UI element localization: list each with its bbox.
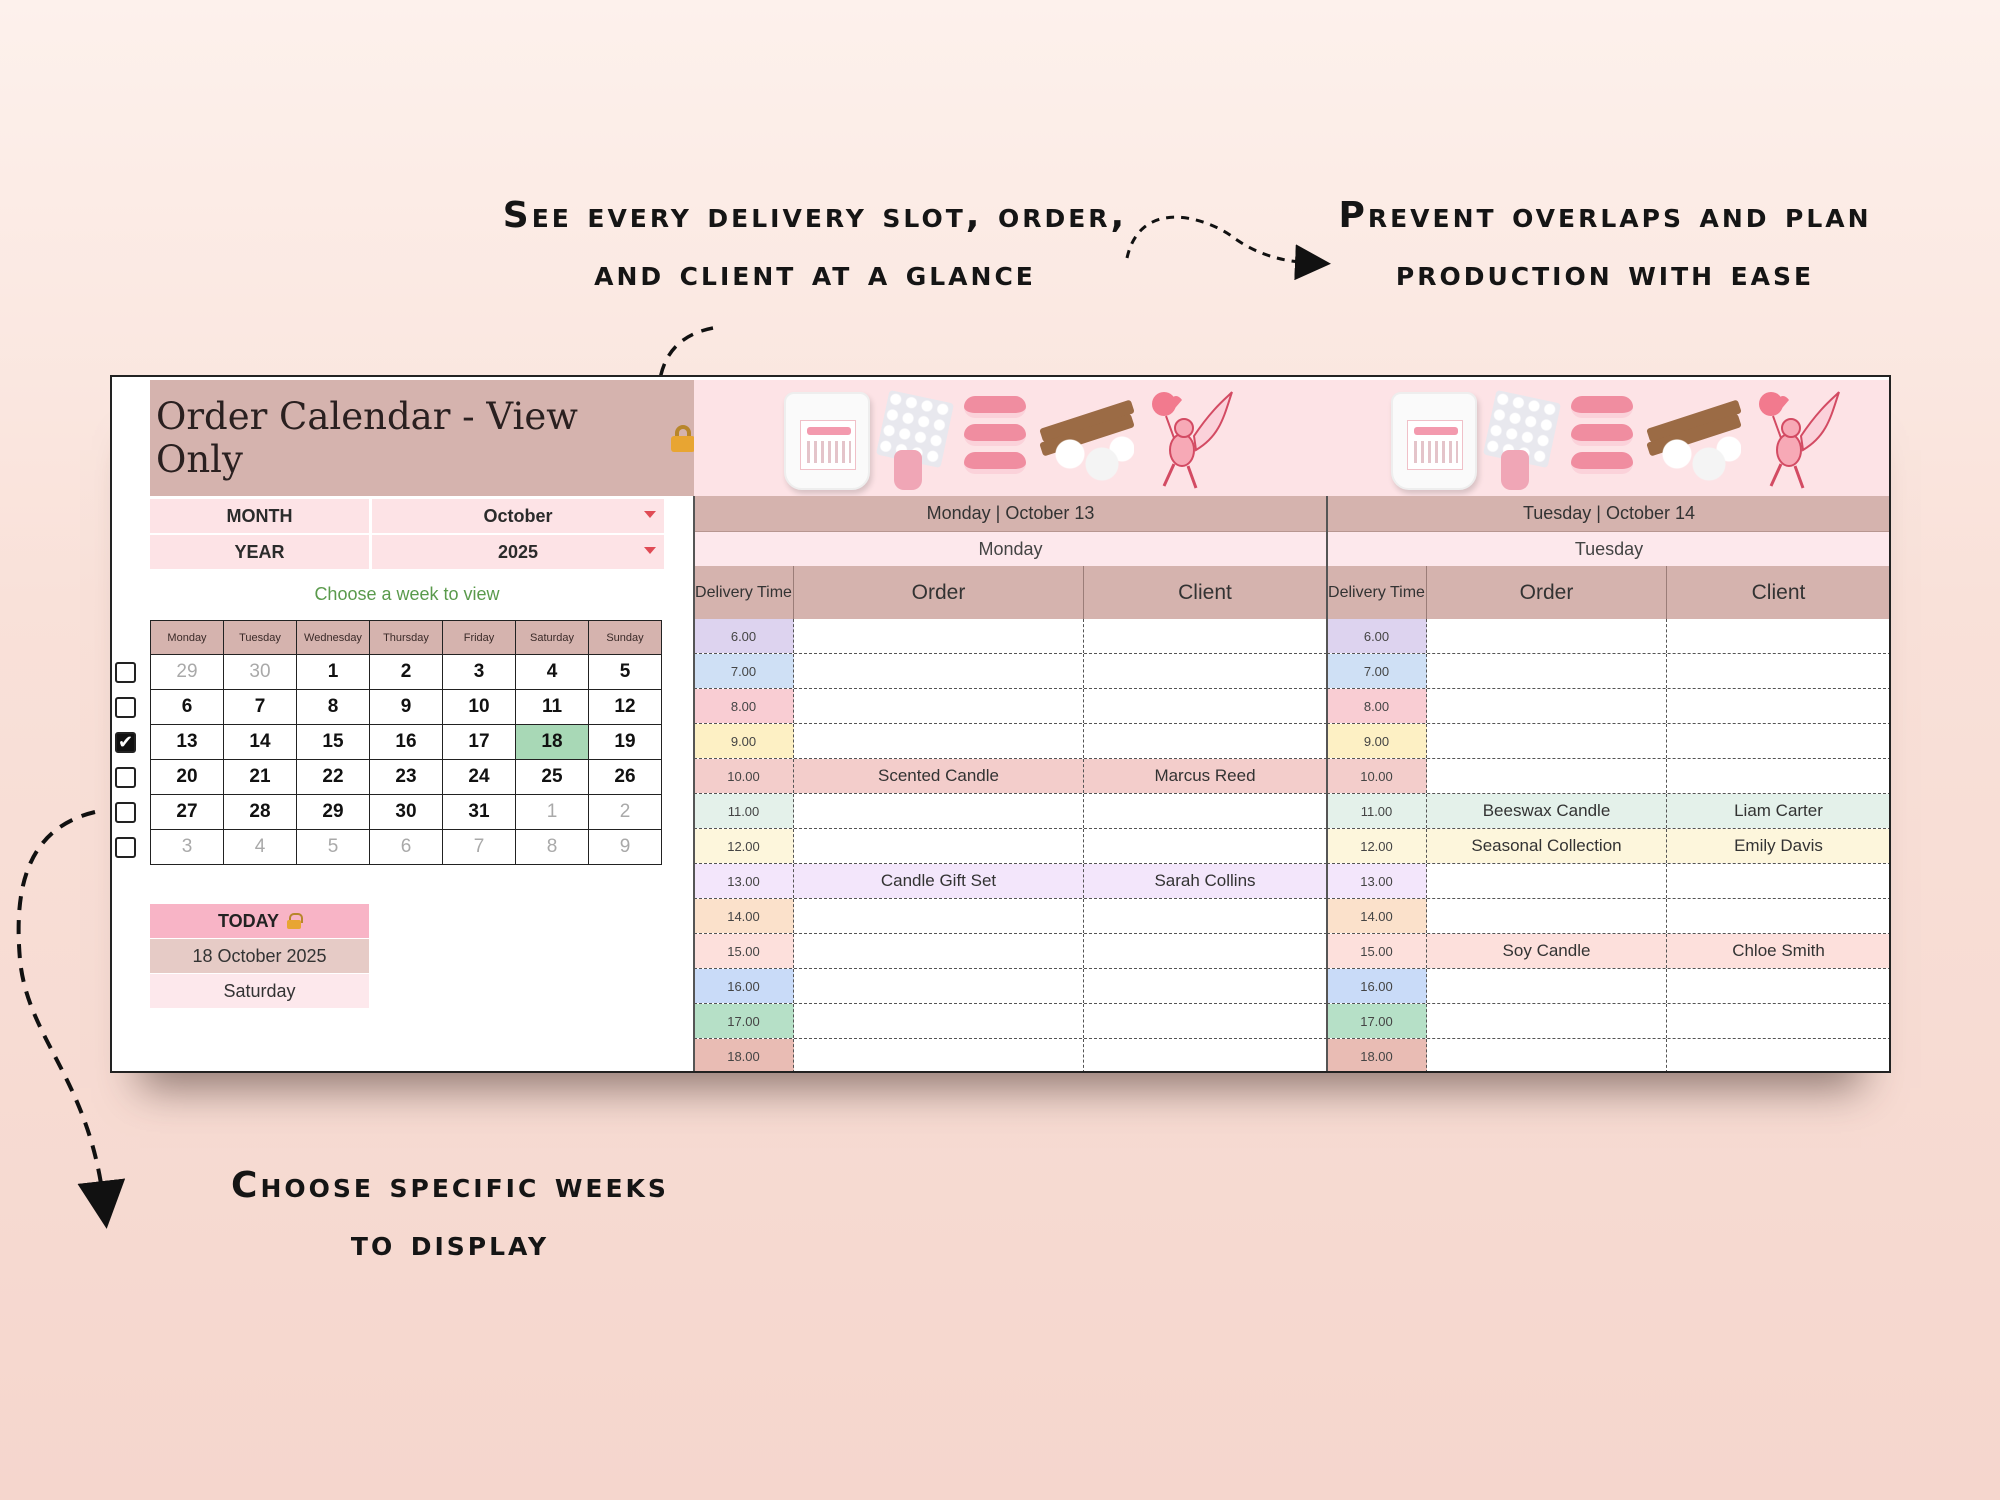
client-cell[interactable] [1084,654,1327,688]
perfume-bottle-image [1501,450,1529,490]
calendar-day: 24 [443,760,516,795]
weekday-header: Monday [151,621,224,655]
delivery-time-cell: 18.00 [694,1039,794,1073]
column-headers [694,566,1327,619]
delivery-time-cell: 15.00 [694,934,794,968]
weekday-header: Tuesday [224,621,297,655]
time-slot-row [694,794,1327,829]
calendar-day: 22 [297,760,370,795]
caption-delivery-slots [470,187,1160,303]
today-header [150,904,369,938]
day-weekday: Monday [694,532,1327,566]
calendar-day: 1 [297,655,370,690]
day-header: Tuesday | October 14 [1327,496,1891,532]
column-divider [693,496,695,1073]
calendar-day: 8 [297,690,370,725]
order-cell[interactable] [1427,1039,1667,1073]
calendar-day: 4 [516,655,589,690]
year-selector-row [150,535,664,569]
calendar-day: 23 [370,760,443,795]
order-cell[interactable] [1427,689,1667,723]
calendar-day: 28 [224,795,297,830]
delivery-time-cell: 8.00 [694,689,794,723]
week-checkbox[interactable] [115,662,136,683]
order-cell[interactable] [1427,1004,1667,1038]
order-cell[interactable] [794,689,1084,723]
client-cell[interactable]: Emily Davis [1667,829,1891,863]
macaron-image [1571,424,1633,446]
calendar-day: 5 [589,655,662,690]
today-date: 18 October 2025 [150,939,369,973]
calendar-week-row [151,760,662,795]
delivery-time-cell: 8.00 [1327,689,1427,723]
time-slot-row [1327,794,1891,829]
client-cell[interactable] [1667,619,1891,653]
delivery-time-cell: 13.00 [1327,864,1427,898]
delivery-time-cell: 11.00 [694,794,794,828]
client-cell[interactable] [1667,969,1891,1003]
calendar-day: 25 [516,760,589,795]
calendar-day: 7 [443,830,516,865]
year-value: 2025 [497,541,539,562]
delivery-time-cell: 13.00 [694,864,794,898]
week-checkbox[interactable] [115,837,136,858]
calendar-day: 17 [443,725,516,760]
calendar-day: 19 [589,725,662,760]
calendar-day: 26 [589,760,662,795]
calendar-control-panel [112,377,694,1071]
time-slot-row [694,864,1327,899]
chevron-down-icon[interactable] [644,547,656,554]
today-weekday: Saturday [150,974,369,1008]
order-cell[interactable] [794,899,1084,933]
macaron-image [1571,452,1633,474]
candle-jar-image [784,392,870,490]
column-headers [1327,566,1891,619]
time-slot-row [1327,899,1891,934]
order-cell[interactable] [1427,654,1667,688]
client-cell[interactable] [1667,724,1891,758]
delivery-time-cell: 11.00 [1327,794,1427,828]
order-cell[interactable] [794,619,1084,653]
caption-line: Choose specific weeks [231,1165,669,1206]
calendar-day: 27 [151,795,224,830]
page-title: Order Calendar - View Only [156,395,578,481]
delivery-time-cell: 10.00 [694,759,794,793]
column-header-time: Delivery Time [694,566,794,619]
perfume-bottle-image [894,450,922,490]
delivery-time-cell: 12.00 [694,829,794,863]
client-cell[interactable] [1084,934,1327,968]
delivery-time-cell: 14.00 [1327,899,1427,933]
delivery-time-cell: 6.00 [1327,619,1427,653]
product-illustrations [1391,384,1851,494]
macaron-image [964,424,1026,446]
arrow-to-week-checks [19,812,104,1205]
calendar-week-row [151,655,662,690]
calendar-day: 3 [151,830,224,865]
month-value: October [483,505,553,526]
client-cell[interactable] [1667,899,1891,933]
client-cell[interactable]: Sarah Collins [1084,864,1327,898]
time-slot-row [694,689,1327,724]
calendar-day: 7 [224,690,297,725]
weekday-header: Saturday [516,621,589,655]
cupid-image [1144,386,1234,494]
delivery-time-cell: 9.00 [1327,724,1427,758]
day-header: Monday | October 13 [694,496,1327,532]
client-cell[interactable] [1667,654,1891,688]
time-slot-row [694,899,1327,934]
candle-jar-image [1391,392,1477,490]
calendar-week-row [151,795,662,830]
calendar-day: 16 [370,725,443,760]
time-slot-row [694,1039,1327,1073]
title-bar [150,380,694,496]
client-cell[interactable] [1667,689,1891,723]
macaron-image [1571,396,1633,418]
caption-line: production with ease [1395,253,1815,294]
decorative-banner [694,380,1891,496]
chevron-down-icon[interactable] [644,511,656,518]
order-cell[interactable] [794,724,1084,758]
client-cell[interactable] [1084,969,1327,1003]
calendar-day: 2 [589,795,662,830]
weekday-header: Thursday [370,621,443,655]
caption-choose-weeks [190,1157,710,1273]
delivery-time-cell: 9.00 [694,724,794,758]
week-checkbox[interactable] [115,697,136,718]
client-cell[interactable] [1667,759,1891,793]
order-cell[interactable] [794,1004,1084,1038]
product-illustrations [784,384,1244,494]
order-cell[interactable]: Seasonal Collection [1427,829,1667,863]
order-cell[interactable] [1427,864,1667,898]
time-slot-row [1327,829,1891,864]
client-cell[interactable]: Liam Carter [1667,794,1891,828]
calendar-day: 3 [443,655,516,690]
weekday-header: Sunday [589,621,662,655]
caption-line: Prevent overlaps and plan [1338,195,1872,236]
calendar-day: 11 [516,690,589,725]
macaron-image [964,452,1026,474]
time-slot-row [1327,969,1891,1004]
calendar-day: 13 [151,725,224,760]
calendar-day: 14 [224,725,297,760]
order-cell[interactable]: Scented Candle [794,759,1084,793]
calendar-day: 15 [297,725,370,760]
order-cell[interactable] [794,934,1084,968]
macaron-image [964,396,1026,418]
order-cell[interactable] [1427,969,1667,1003]
client-cell[interactable] [1667,1039,1891,1073]
calendar-day: 31 [443,795,516,830]
weekday-header: Friday [443,621,516,655]
order-cell[interactable] [794,969,1084,1003]
delivery-time-cell: 12.00 [1327,829,1427,863]
client-cell[interactable]: Marcus Reed [1084,759,1327,793]
calendar-day: 20 [151,760,224,795]
calendar-day: 29 [151,655,224,690]
calendar-day: 18 [516,725,589,760]
client-cell[interactable] [1084,689,1327,723]
caption-line: and client at a glance [594,253,1036,294]
checkmark-icon: ✔ [117,732,134,752]
month-label: MONTH [150,499,369,533]
week-checkbox[interactable] [115,802,136,823]
calendar-day: 10 [443,690,516,725]
time-slot-row [1327,689,1891,724]
column-header-time: Delivery Time [1327,566,1427,619]
calendar-week-row [151,690,662,725]
column-header-order: Order [1427,566,1667,619]
order-cell[interactable] [1427,619,1667,653]
week-checkbox[interactable] [115,767,136,788]
calendar-day: 4 [224,830,297,865]
time-slot-row [694,619,1327,654]
time-slot-row [1327,724,1891,759]
caption-prevent-overlaps [1300,187,1910,303]
column-header-client: Client [1084,566,1327,619]
order-calendar-sheet [110,375,1891,1073]
time-slot-row [694,969,1327,1004]
year-dropdown[interactable] [372,535,664,569]
order-cell[interactable]: Soy Candle [1427,934,1667,968]
time-slot-row [1327,1004,1891,1039]
order-cell[interactable] [794,654,1084,688]
year-label: YEAR [150,535,369,569]
delivery-time-cell: 16.00 [694,969,794,1003]
lock-icon [671,425,694,451]
time-slot-row [1327,934,1891,969]
time-slot-row [694,759,1327,794]
week-checkbox[interactable] [115,732,136,753]
calendar-week-row [151,725,662,760]
day-column [1327,496,1891,1073]
calendar-day: 9 [370,690,443,725]
calendar-day: 1 [516,795,589,830]
delivery-time-cell: 10.00 [1327,759,1427,793]
delivery-time-cell: 17.00 [694,1004,794,1038]
day-column [694,496,1327,1073]
calendar-day: 21 [224,760,297,795]
time-slot-row [694,654,1327,689]
calendar-day: 6 [151,690,224,725]
time-slot-row [694,934,1327,969]
client-cell[interactable] [1084,899,1327,933]
client-cell[interactable] [1667,1004,1891,1038]
delivery-time-cell: 16.00 [1327,969,1427,1003]
time-slot-row [694,724,1327,759]
column-header-client: Client [1667,566,1891,619]
delivery-time-cell: 6.00 [694,619,794,653]
client-cell[interactable] [1084,1004,1327,1038]
calendar-day: 30 [224,655,297,690]
month-selector-row [150,499,664,533]
delivery-time-cell: 7.00 [694,654,794,688]
calendar-day: 6 [370,830,443,865]
order-cell[interactable] [794,794,1084,828]
order-cell[interactable] [1427,759,1667,793]
today-label: TODAY [217,910,280,931]
mini-calendar [150,620,662,865]
order-cell[interactable] [1427,724,1667,758]
client-cell[interactable] [1084,1039,1327,1073]
calendar-day: 8 [516,830,589,865]
time-slot-row [694,829,1327,864]
time-slot-row [1327,619,1891,654]
month-dropdown[interactable] [372,499,664,533]
time-slot-row [1327,654,1891,689]
time-slot-row [694,1004,1327,1039]
caption-line: to display [350,1223,550,1264]
wax-flakes-image [1054,434,1134,484]
weekday-header: Wednesday [297,621,370,655]
cupid-image [1751,386,1841,494]
delivery-time-cell: 15.00 [1327,934,1427,968]
order-cell[interactable] [794,829,1084,863]
client-cell[interactable] [1084,724,1327,758]
column-divider [1326,496,1328,1073]
week-hint: Choose a week to view [314,584,500,604]
lock-icon [287,913,301,929]
client-cell[interactable] [1084,619,1327,653]
delivery-time-cell: 17.00 [1327,1004,1427,1038]
client-cell[interactable] [1084,794,1327,828]
time-slot-row [1327,759,1891,794]
caption-line: See every delivery slot, order, [502,195,1128,236]
order-cell[interactable] [1427,899,1667,933]
client-cell[interactable]: Chloe Smith [1667,934,1891,968]
order-cell[interactable]: Beeswax Candle [1427,794,1667,828]
wax-flakes-image [1661,434,1741,484]
order-cell[interactable] [794,1039,1084,1073]
order-cell[interactable]: Candle Gift Set [794,864,1084,898]
calendar-day: 9 [589,830,662,865]
delivery-time-cell: 14.00 [694,899,794,933]
client-cell[interactable] [1084,829,1327,863]
today-panel [150,904,369,1009]
client-cell[interactable] [1667,864,1891,898]
calendar-day: 12 [589,690,662,725]
calendar-day: 2 [370,655,443,690]
calendar-week-row [151,830,662,865]
column-header-order: Order [794,566,1084,619]
calendar-day: 5 [297,830,370,865]
delivery-time-cell: 7.00 [1327,654,1427,688]
delivery-time-cell: 18.00 [1327,1039,1427,1073]
time-slot-row [1327,864,1891,899]
week-checkbox-column [115,662,136,872]
day-weekday: Tuesday [1327,532,1891,566]
calendar-day: 29 [297,795,370,830]
calendar-day: 30 [370,795,443,830]
time-slot-row [1327,1039,1891,1073]
